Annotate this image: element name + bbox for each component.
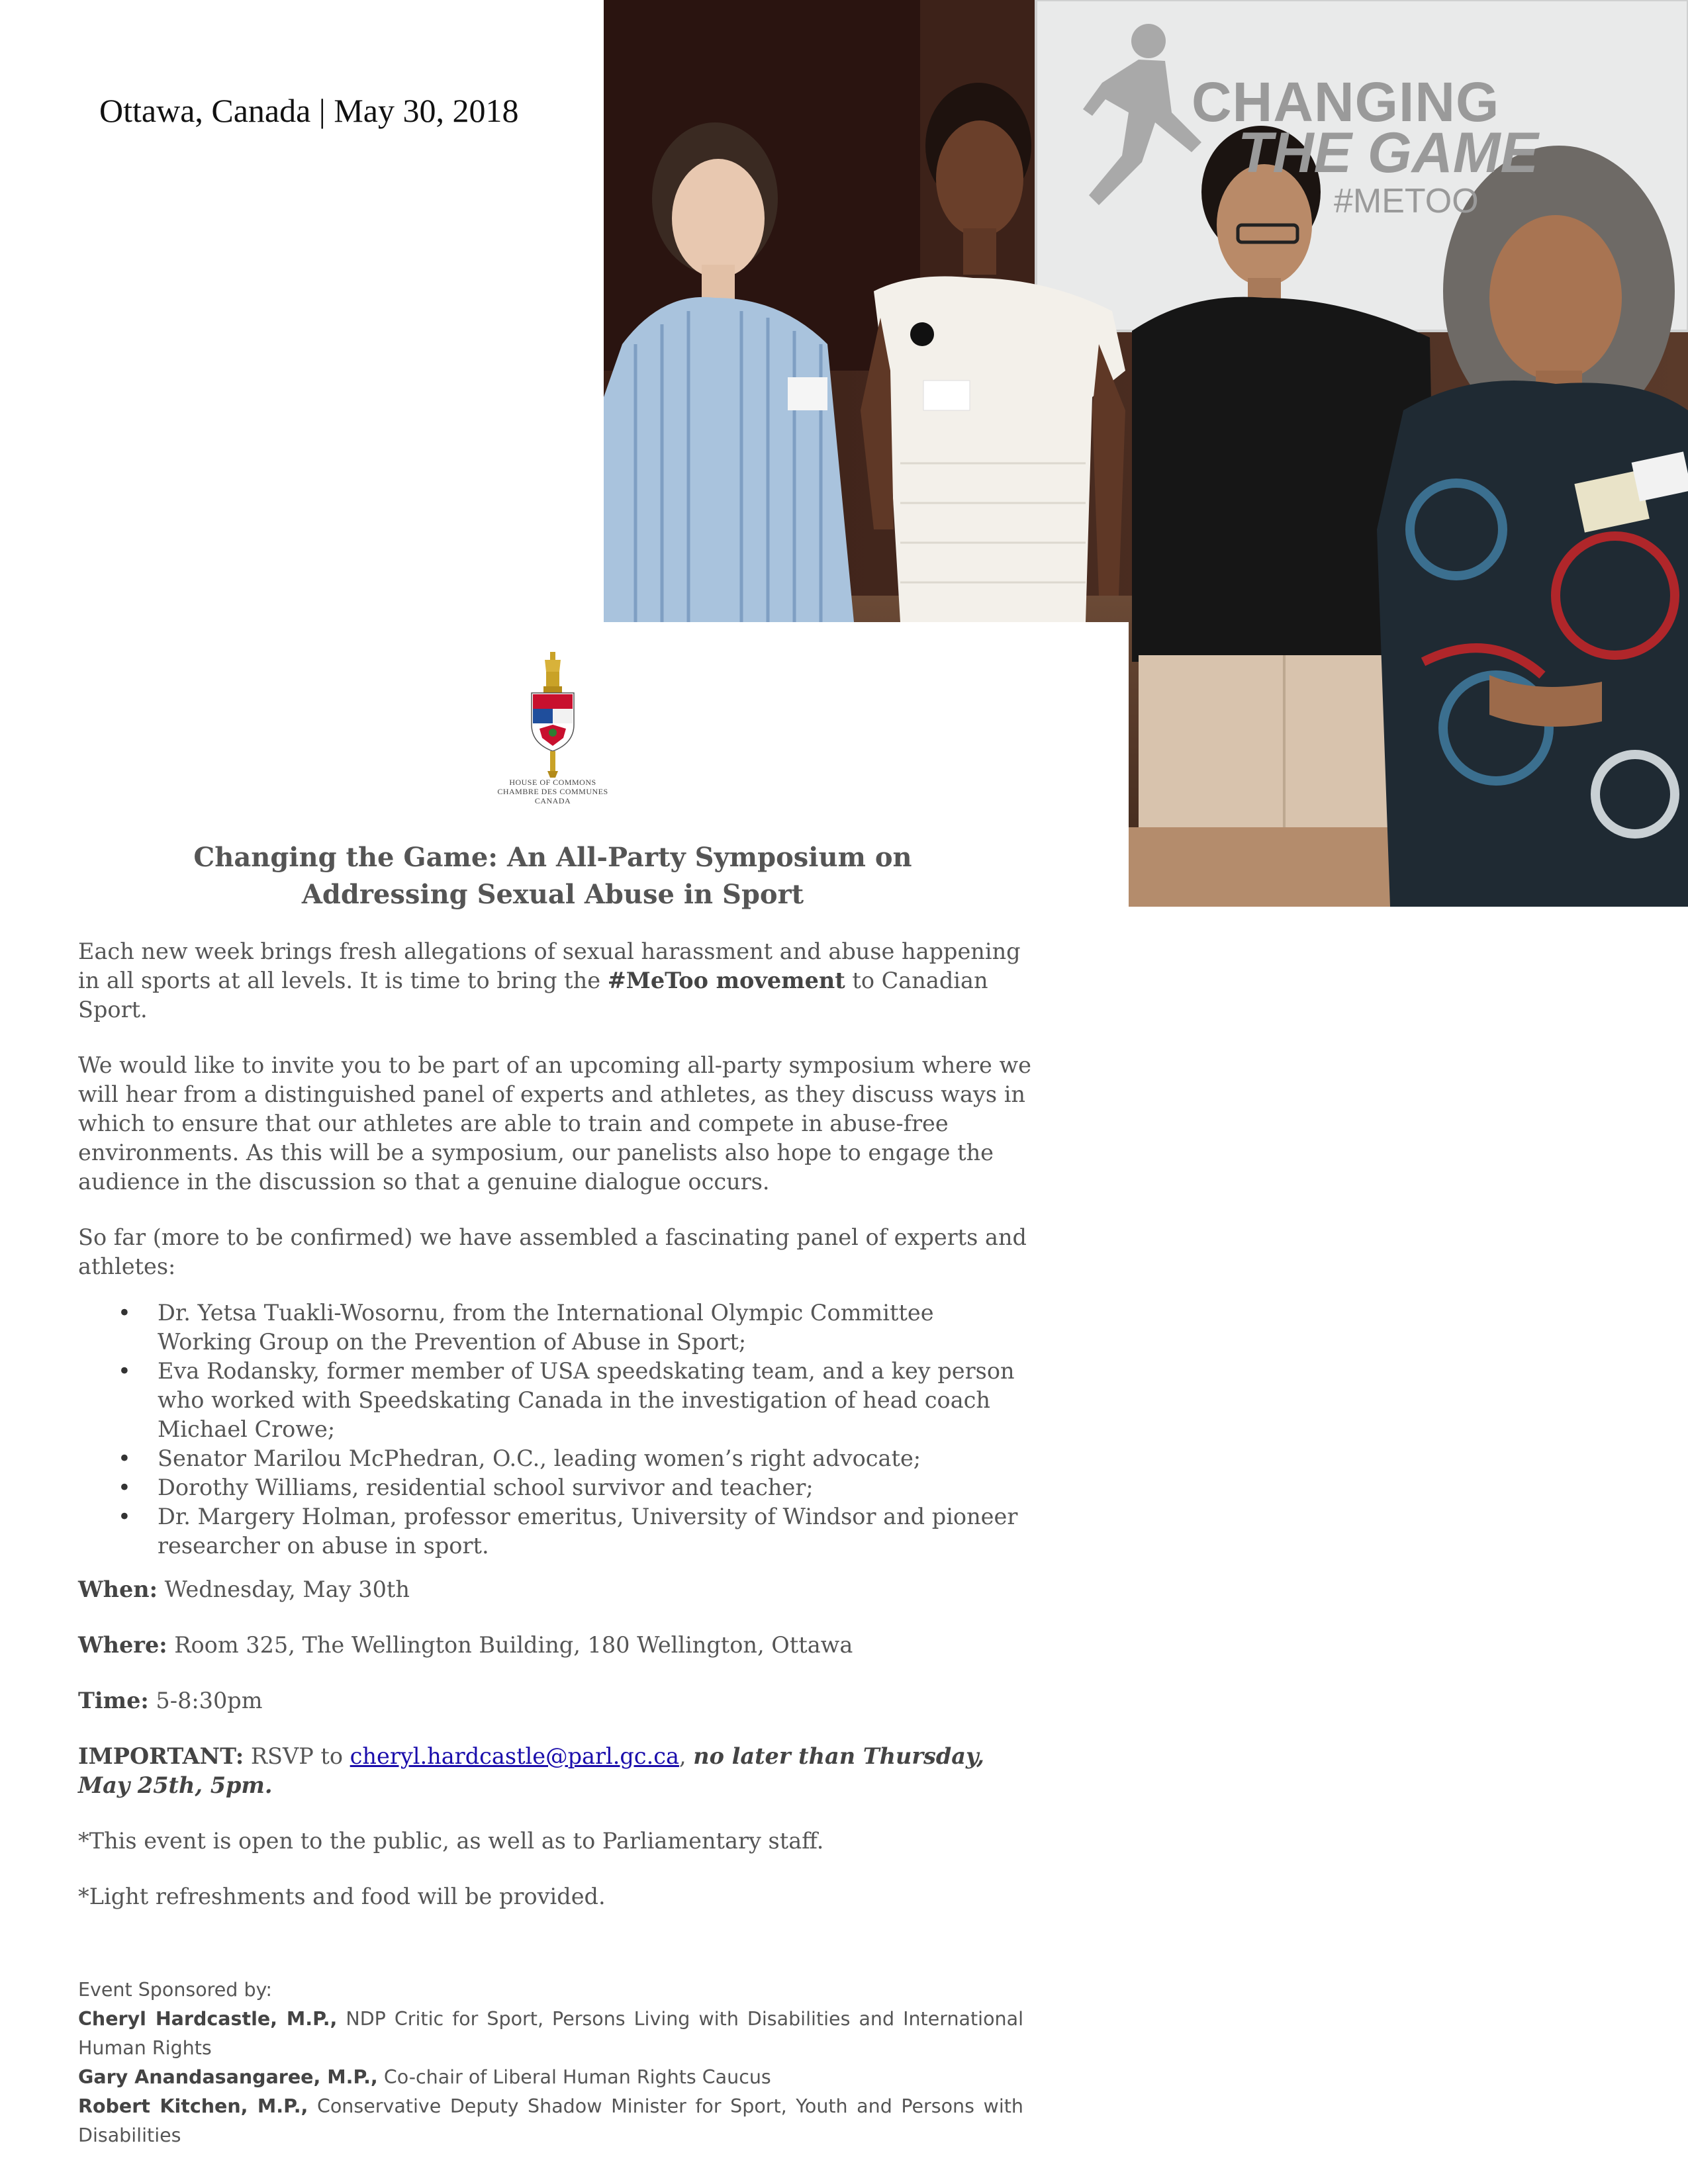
when-label: When:: [78, 1576, 158, 1602]
panelist-item: • Dorothy Williams, residential school survivor and teacher;: [158, 1473, 1031, 1502]
where-label: Where:: [78, 1632, 167, 1658]
crest-caption-line3: CANADA: [534, 796, 571, 805]
intro-p1-end: to Canadian Sport.: [78, 968, 988, 1023]
note-food: *Light refreshments and food will be provided.: [78, 1884, 606, 1909]
intro-paragraph-2: We would like to invite you to be part of an upcoming all-party symposium where we will hear from a distinguished panel of experts and athletes, as they discuss ways in which to ensure that our athletes are able to train and compete in abuse-free environments. As this will be a symposium, our panelists also hope to engage the audience in the discussion so that a genuine dialogue occurs.: [78, 1052, 1031, 1195]
event-where: [78, 1631, 1031, 1660]
when-value: Wednesday, May 30th: [158, 1576, 410, 1602]
event-rsvp: [78, 1742, 1031, 1800]
panelist-item: • Dr. Margery Holman, professor emeritus, University of Windsor and pioneer researcher on abuse in sport.: [158, 1502, 1031, 1561]
sponsors-heading: Event Sponsored by:: [78, 1979, 272, 2001]
dateline: Ottawa, Canada | May 30, 2018: [99, 92, 519, 129]
rsvp-prefix: RSVP to: [244, 1743, 350, 1769]
intro-paragraph-1: [78, 937, 1031, 1024]
rsvp-deadline: no later than Thursday, May 25th, 5pm.: [78, 1743, 984, 1798]
event-time: [78, 1686, 1031, 1715]
title-line1: Changing the Game: An All-Party Symposium on: [193, 842, 912, 873]
where-value: Room 325, The Wellington Building, 180 Wellington, Ottawa: [167, 1632, 853, 1658]
sponsor-item: [78, 2063, 1023, 2092]
crest-caption-line2: CHAMBRE DES COMMUNES: [497, 787, 608, 796]
crest-caption-line1: HOUSE OF COMMONS: [509, 778, 596, 787]
event-photo: [0, 0, 1688, 907]
rsvp-comma: ,: [679, 1743, 694, 1769]
sponsors-section: [78, 1976, 1023, 2150]
panelist-item: • Senator Marilou McPhedran, O.C., leading women’s right advocate;: [158, 1444, 1031, 1473]
sponsor-item: [78, 2092, 1023, 2150]
invitation-body: [78, 937, 1031, 1938]
sponsor-name: Cheryl Hardcastle, M.P.,: [78, 2008, 338, 2030]
sponsor-name: Gary Anandasangaree, M.P.,: [78, 2066, 378, 2088]
title-line2: Addressing Sexual Abuse in Sport: [301, 879, 804, 910]
sponsor-role: Conservative Deputy Shadow Minister for Sport, Youth and Persons with Disabilities: [78, 2095, 1023, 2146]
note-public: *This event is open to the public, as well as to Parliamentary staff.: [78, 1828, 824, 1854]
time-label: Time:: [78, 1688, 149, 1713]
crest-icon: [526, 652, 579, 778]
sponsor-item: [78, 2005, 1023, 2063]
screen-text-hashtag: #METOO: [1334, 182, 1479, 220]
sponsor-role: Co-chair of Liberal Human Rights Caucus: [377, 2066, 771, 2088]
metoo-movement-emphasis: #MeToo movement: [607, 968, 845, 993]
rsvp-email-link[interactable]: cheryl.hardcastle@parl.gc.ca: [350, 1743, 679, 1769]
sponsor-role: NDP Critic for Sport, Persons Living with Disabilities and International Human Rights: [78, 2008, 1023, 2059]
panelist-list: [78, 1298, 1031, 1561]
panelist-item: • Dr. Yetsa Tuakli-Wosornu, from the International Olympic Committee Working Group on the Prevention of Abuse in Sport;: [158, 1298, 1031, 1357]
document-title: [79, 839, 1026, 913]
sponsor-name: Robert Kitchen, M.P.,: [78, 2095, 308, 2117]
intro-paragraph-3: So far (more to be confirmed) we have assembled a fascinating panel of experts and athletes:: [78, 1224, 1027, 1279]
event-when: [78, 1575, 1031, 1604]
time-value: 5-8:30pm: [148, 1688, 263, 1713]
house-of-commons-crest: [493, 652, 612, 805]
important-label: IMPORTANT:: [78, 1743, 244, 1769]
panelist-item: • Eva Rodansky, former member of USA speedskating team, and a key person who worked with Speedskating Canada in the investigation of head coach Michael Crowe;: [158, 1357, 1031, 1444]
intro-p1-text: Each new week brings fresh allegations of sexual harassment and abuse happening in all sports at all levels. It is time to bring the: [78, 938, 1021, 993]
screen-text-changing: CHANGING: [1192, 71, 1500, 133]
screen-text-the-game: THE GAME: [1238, 121, 1538, 185]
